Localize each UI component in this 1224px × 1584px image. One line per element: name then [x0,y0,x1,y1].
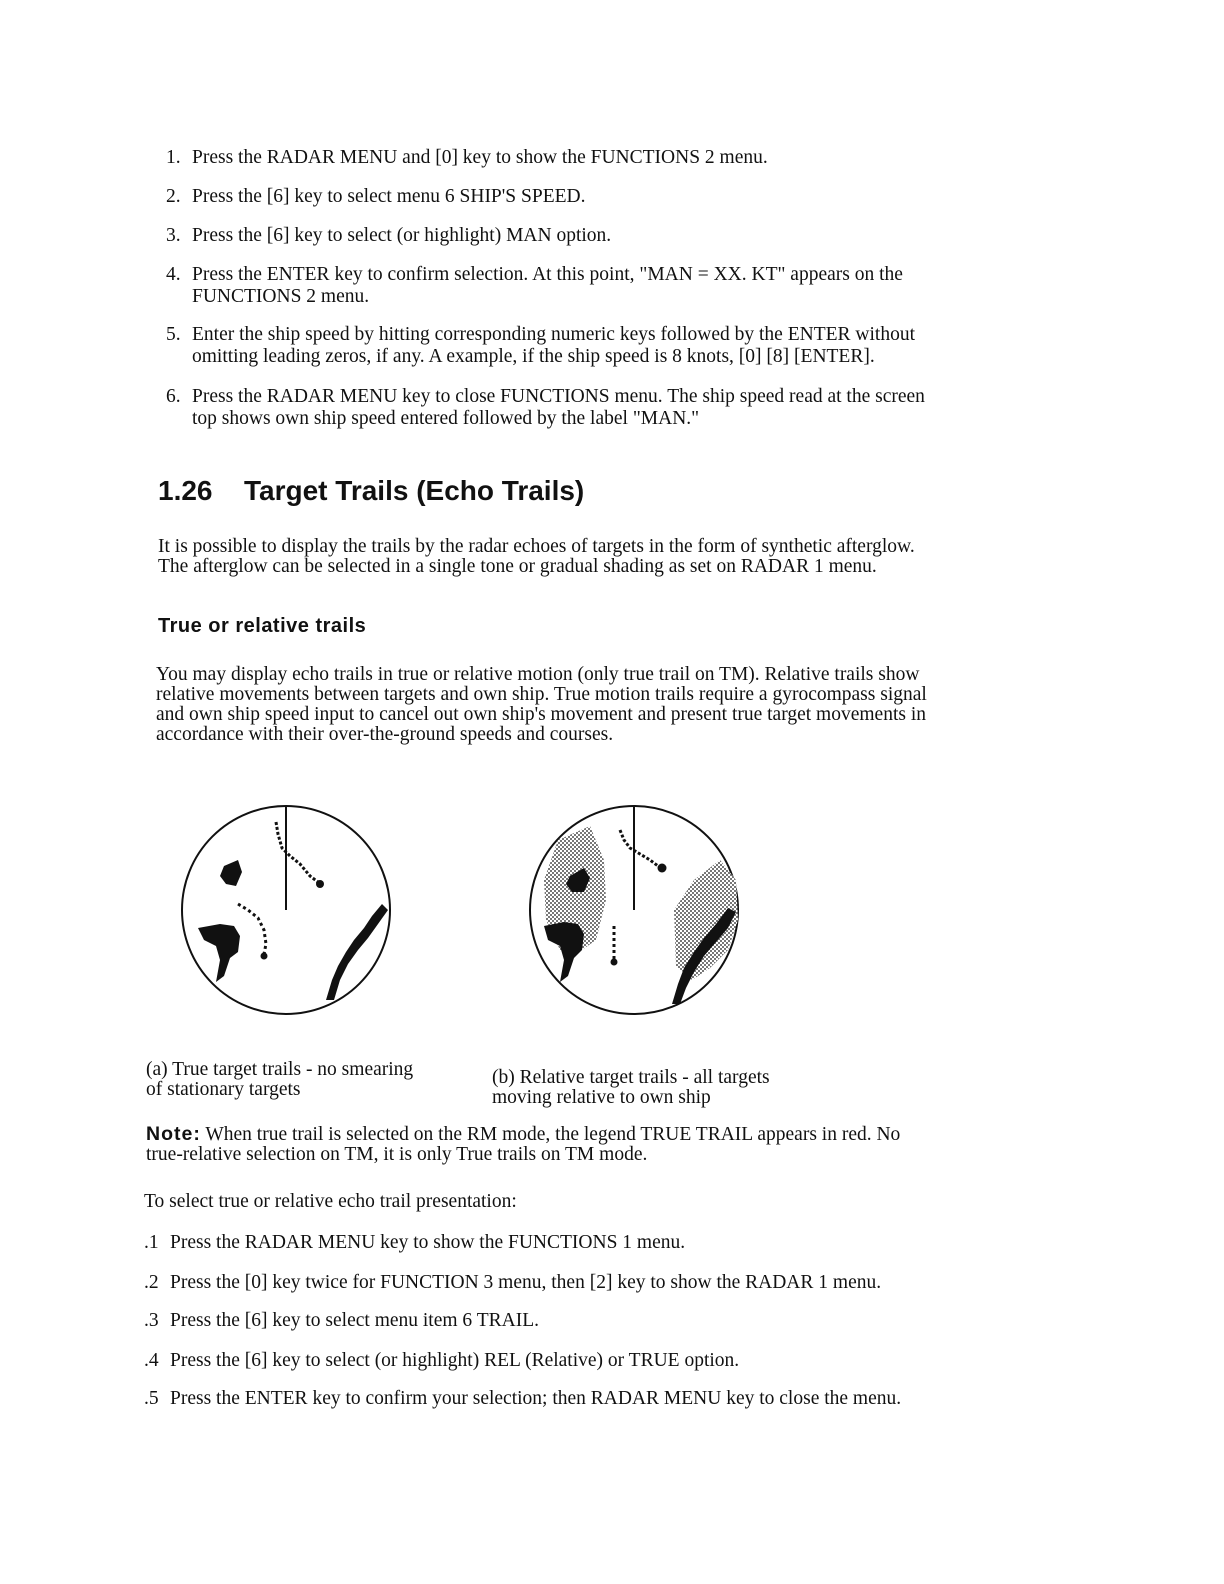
target-echo [261,953,268,960]
step-number: 4. [166,264,181,285]
body-line: and own ship speed input to cancel out own ship's movement and present true target movements in [156,704,926,725]
substep-number: .5 [144,1388,159,1409]
step-5 [166,324,915,368]
substep-number: .4 [144,1350,159,1371]
radar-figure-relative-trails [524,800,744,1020]
substep-4 [144,1350,739,1372]
substep-text: Press the [0] key twice for FUNCTION 3 menu, then [2] key to show the RADAR 1 menu. [170,1272,882,1293]
radar-figure-true-trails [176,800,396,1020]
step-number: 1. [166,147,181,168]
step-text: Enter the ship speed by hitting corresponding numeric keys followed by the ENTER without [192,324,915,345]
body-line: relative movements between targets and own ship. True motion trails require a gyrocompass signal [156,684,927,705]
substep-text: Press the RADAR MENU key to show the FUNCTIONS 1 menu. [170,1232,686,1253]
caption-b [492,1068,770,1108]
intro-line: It is possible to display the trails by the radar echoes of targets in the form of synthetic afterglow. [158,536,915,557]
step-4 [166,264,903,308]
note [146,1124,900,1165]
step-number: 5. [166,324,181,345]
substep-text: Press the [6] key to select menu item 6 TRAIL. [170,1310,539,1331]
target-echo [611,959,618,966]
step-text-continued: top shows own ship speed entered followed by the label "MAN." [192,408,700,429]
caption-line: moving relative to own ship [492,1087,711,1108]
step-1 [166,147,768,169]
substep-number: .2 [144,1272,159,1293]
substep-1 [144,1232,685,1254]
substep-number: .3 [144,1310,159,1331]
step-2 [166,186,586,208]
target-echo [316,880,324,888]
step-text: Press the [6] key to select menu 6 SHIP'S SPEED. [192,186,586,207]
caption-a [146,1060,413,1100]
step-number: 2. [166,186,181,207]
step-3 [166,225,611,247]
step-text-continued: FUNCTIONS 2 menu. [192,286,370,307]
section-number: 1.26 [158,475,213,506]
step-number: 3. [166,225,181,246]
substep-3 [144,1310,539,1332]
substep-2 [144,1272,881,1294]
substep-number: .1 [144,1232,159,1253]
caption-line: (b) Relative target trails - all targets [492,1067,770,1088]
step-text-continued: omitting leading zeros, if any. A example, if the ship speed is 8 knots, [0] [8] [ENTER]. [192,346,875,367]
select-intro: To select true or relative echo trail presentation: [144,1191,517,1212]
step-text: Press the RADAR MENU and [0] key to show the FUNCTIONS 2 menu. [192,147,768,168]
substep-5 [144,1388,901,1410]
caption-line: (a) True target trails - no smearing [146,1059,414,1080]
caption-line: of stationary targets [146,1079,301,1100]
intro-paragraph [158,537,915,577]
step-number: 6. [166,386,181,407]
step-text: Press the [6] key to select (or highlight) MAN option. [192,225,612,246]
target-echo [658,864,667,873]
body-paragraph [156,665,927,745]
substep-text: Press the [6] key to select (or highlight) REL (Relative) or TRUE option. [170,1350,740,1371]
note-text: When true trail is selected on the RM mode, the legend TRUE TRAIL appears in red. No [200,1124,901,1145]
step-text: Press the ENTER key to confirm selection. At this point, "MAN = XX. KT" appears on the [192,264,903,285]
note-text-continued: true-relative selection on TM, it is only True trails on TM mode. [146,1144,648,1165]
section-title: Target Trails (Echo Trails) [244,475,585,506]
subsection-heading: True or relative trails [158,615,367,637]
step-text: Press the RADAR MENU key to close FUNCTIONS menu. The ship speed read at the screen [192,386,925,407]
body-line: accordance with their over-the-ground speeds and courses. [156,724,614,745]
body-line: You may display echo trails in true or relative motion (only true trail on TM). Relative trails show [156,664,920,685]
substep-text: Press the ENTER key to confirm your selection; then RADAR MENU key to close the menu. [170,1388,902,1409]
note-label: Note: [146,1123,201,1145]
step-6 [166,386,925,430]
section-heading [158,475,584,507]
intro-line: The afterglow can be selected in a single tone or gradual shading as set on RADAR 1 menu. [158,556,877,577]
